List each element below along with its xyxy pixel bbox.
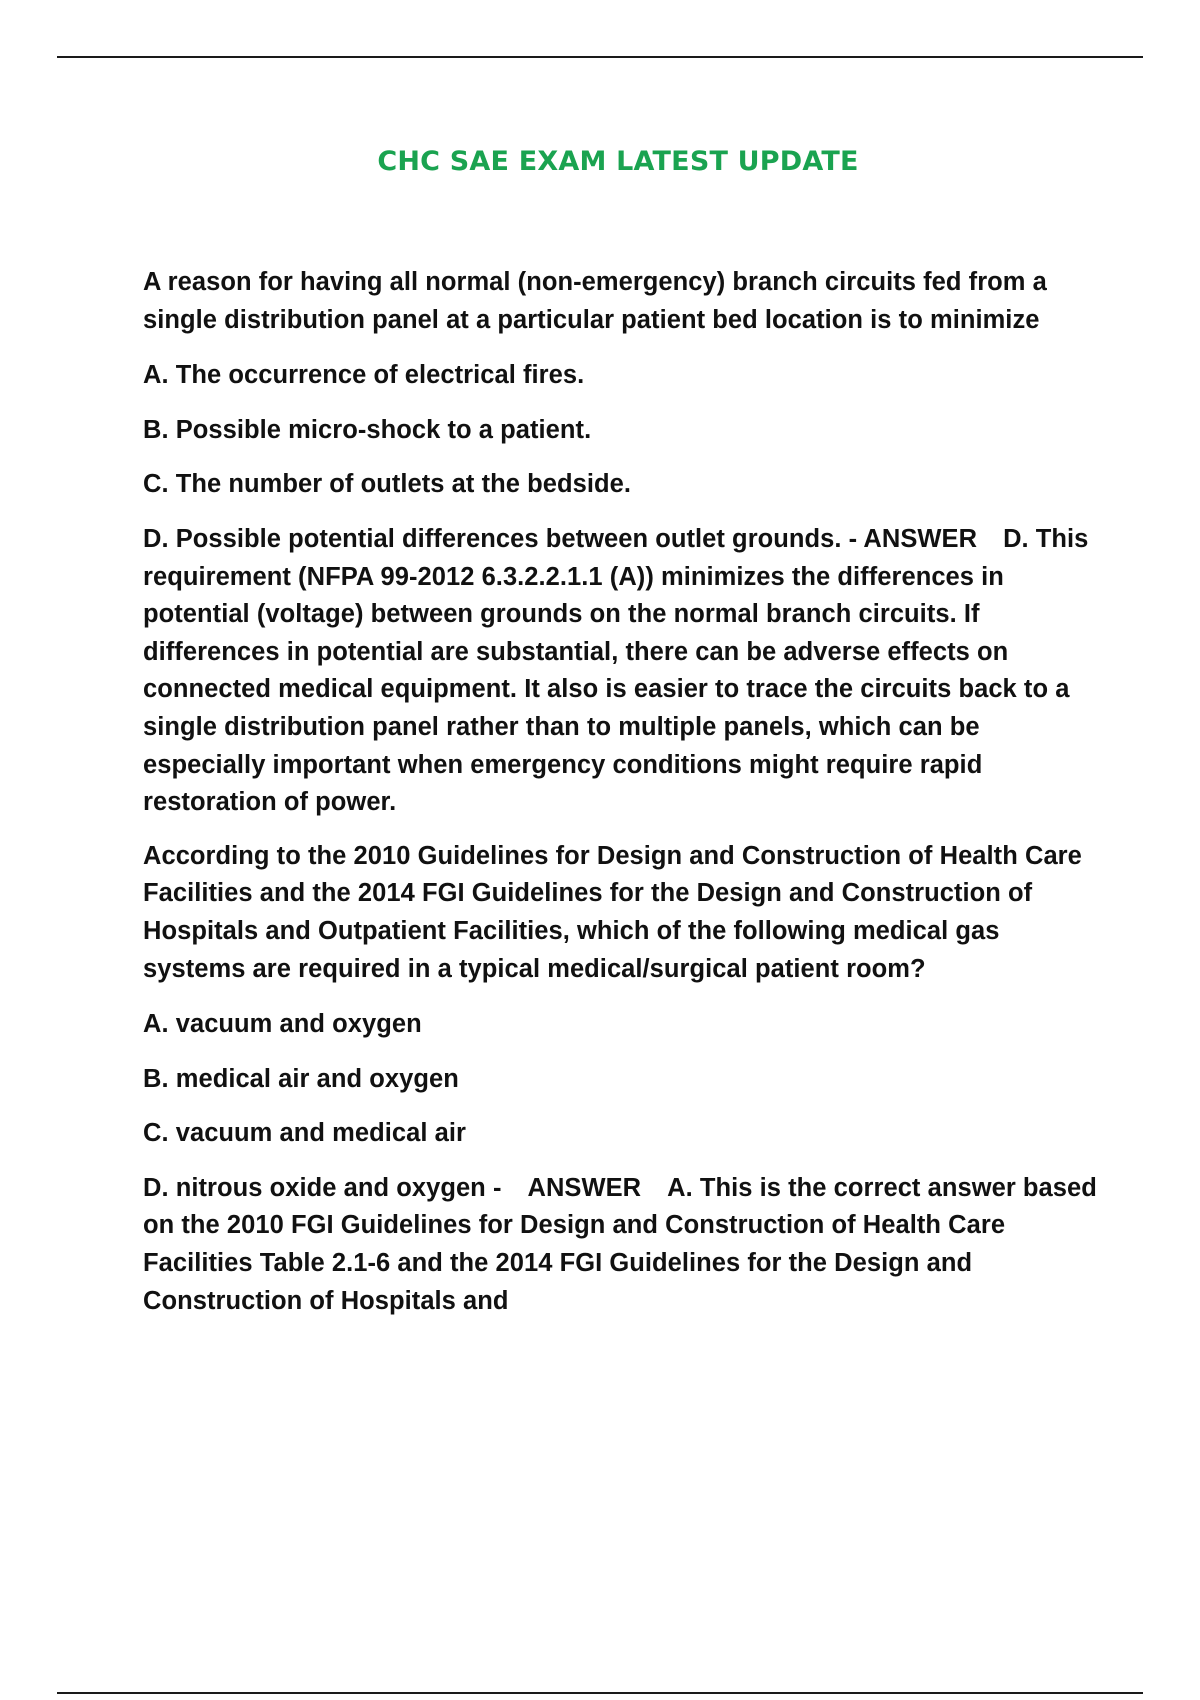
question-2-option-d-answer: [143, 1170, 1103, 1320]
question-1-option-a: A. The occurrence of electrical fires.: [143, 361, 585, 390]
question-1-option-c: C. The number of outlets at the bedside.: [143, 470, 631, 499]
question-2-option-b: B. medical air and oxygen: [143, 1064, 459, 1093]
question-2-option-c: C. vacuum and medical air: [143, 1119, 466, 1148]
question-2-answer-text: A. This is the correct answer based on the 2010 FGI Guidelines for Design and Construction of Health Care Facilities Table 2.1-6 and the 2014 FGI Guidelines for the Design and Construction of Hospitals and: [143, 1173, 1097, 1315]
question-1-prompt: A reason for having all normal (non-emergency) branch circuits fed from a single distribution panel at a particular patient bed location is to minimize: [143, 268, 1047, 334]
question-1-answer-text: D. This requirement (NFPA 99-2012 6.3.2.2.1.1 (A)) minimizes the differences in potential (voltage) between grounds on the normal branch circuits. If differences in potential are substantial, there can be adverse effects on connected medical equipment. It also is easier to trace the circuits back to a single distribution panel rather than to multiple panels, which can be especially important when emergency conditions might require rapid restoration of power.: [143, 524, 1089, 817]
question-1-option-d-answer: [143, 521, 1103, 822]
question-1-option-d: D. Possible potential differences between outlet grounds. -: [143, 524, 858, 553]
question-1-option-b: B. Possible micro-shock to a patient.: [143, 415, 592, 444]
question-2-option-a: A. vacuum and oxygen: [143, 1010, 422, 1039]
bottom-rule: [57, 1692, 1143, 1694]
question-2-option-d: D. nitrous oxide and oxygen -: [143, 1173, 502, 1202]
question-1-answer-label: ANSWER: [863, 524, 978, 553]
document-title: CHC SAE EXAM LATEST UPDATE: [377, 146, 859, 177]
question-2-prompt: According to the 2010 Guidelines for Design and Construction of Health Care Facilities and the 2014 FGI Guidelines for the Design and Construction of Hospitals and Outpatient Facilities, which of the following medical gas systems are required in a typical medical/surgical patient room?: [143, 841, 1082, 983]
document-body: [143, 264, 1103, 1336]
top-rule: [57, 56, 1143, 58]
question-2-answer-label: ANSWER: [527, 1173, 642, 1202]
